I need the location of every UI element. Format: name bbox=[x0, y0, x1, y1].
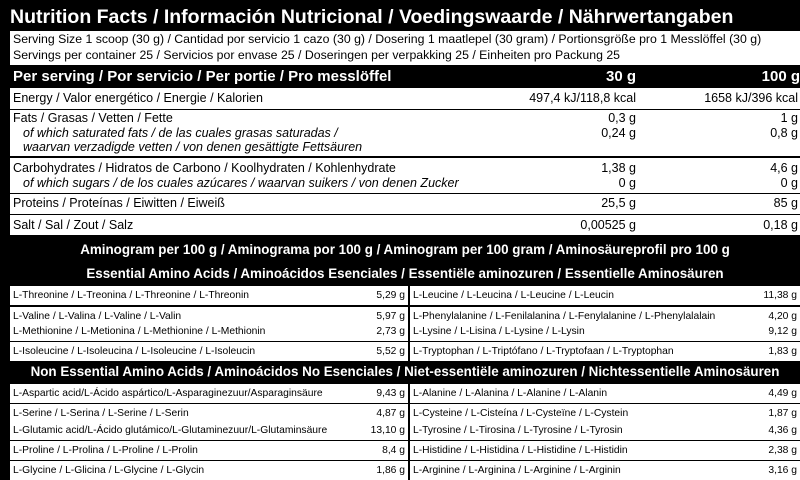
fats-block bbox=[10, 110, 800, 156]
amino-name: L-Leucine / L-Leucina / L-Leucine / L-Leucin bbox=[413, 290, 614, 301]
essential-amino-acids-title: Essential Amino Acids / Aminoácidos Esenciales / Essentiële aminozuren / Essentielle Aminosäuren bbox=[86, 266, 724, 281]
amino-value: 1,87 g bbox=[768, 408, 797, 419]
saturated-fats-value-100g: 0,8 g bbox=[770, 126, 798, 140]
sugars-value-100g: 0 g bbox=[780, 176, 798, 190]
amino-name: L-Histidine / L-Histidina / L-Histidine / L-Histidin bbox=[413, 445, 628, 456]
amino-name: L-Phenylalanine / L-Fenilalanina / L-Fenylalanine / L-Phenylalalain bbox=[413, 311, 716, 322]
amino-value: 9,12 g bbox=[768, 326, 797, 337]
energy-label: Energy / Valor energético / Energie / Kalorien bbox=[13, 91, 263, 105]
proteins-value-100g: 85 g bbox=[773, 196, 798, 210]
amino-name: L-Glycine / L-Glicina / L-Glycine / L-Glycin bbox=[13, 465, 205, 476]
amino-row bbox=[10, 441, 408, 460]
amino-name: L-Threonine / L-Treonina / L-Threonine / L-Threonin bbox=[13, 290, 249, 301]
amino-name: L-Isoleucine / L-Isoleucina / L-Isoleucine / L-Isoleucin bbox=[13, 346, 256, 357]
amino-name: L-Valine / L-Valina / L-Valine / L-Valin bbox=[13, 311, 182, 322]
fats-value-100g: 1 g bbox=[780, 111, 798, 125]
saturated-fats-value-30g: 0,24 g bbox=[601, 126, 636, 140]
sugars-value-30g: 0 g bbox=[618, 176, 636, 190]
serving-info bbox=[10, 31, 800, 65]
amino-row bbox=[10, 342, 408, 361]
energy-value-30g: 497,4 kJ/118,8 kcal bbox=[529, 91, 636, 105]
energy-row bbox=[10, 88, 800, 109]
amino-value: 13,10 g bbox=[370, 425, 405, 436]
amino-value: 9,43 g bbox=[376, 388, 405, 399]
amino-value: 5,29 g bbox=[376, 290, 405, 301]
amino-value: 2,73 g bbox=[376, 326, 405, 337]
amino-name: L-Cysteine / L-Cisteína / L-Cysteïne / L-Cystein bbox=[413, 408, 629, 419]
amino-value: 5,97 g bbox=[376, 311, 405, 322]
saturated-fats-label-line2: waarvan verzadigde vetten / von denen gesättigte Fettsäuren bbox=[23, 140, 363, 154]
amino-name: L-Aspartic acid/L-Ácido aspártico/L-Asparaginezuur/Asparaginsäure bbox=[13, 388, 323, 399]
amino-value: 4,87 g bbox=[376, 408, 405, 419]
carbohydrates-value-100g: 4,6 g bbox=[770, 161, 798, 175]
fats-value-30g: 0,3 g bbox=[608, 111, 636, 125]
amino-row bbox=[410, 441, 800, 460]
servings-per-container-text: Servings per container 25 / Servicios por envase 25 / Doseringen per verpakking 25 / Einheiten pro Packung 25 bbox=[13, 48, 621, 62]
amino-value: 1,86 g bbox=[376, 465, 405, 476]
column-30g-header: 30 g bbox=[605, 68, 636, 85]
amino-row bbox=[410, 461, 800, 480]
amino-row bbox=[410, 322, 800, 341]
amino-value: 2,38 g bbox=[768, 445, 797, 456]
energy-value-100g: 1658 kJ/396 kcal bbox=[704, 91, 798, 105]
amino-row bbox=[10, 286, 408, 305]
amino-row bbox=[10, 421, 408, 440]
amino-row bbox=[410, 286, 800, 305]
amino-row bbox=[410, 342, 800, 361]
per-serving-label: Per serving / Por servicio / Per portie / Pro messlöffel bbox=[13, 68, 392, 85]
salt-value-100g: 0,18 g bbox=[763, 218, 798, 232]
saturated-fats-label-line1: of which saturated fats / de las cuales grasas saturadas / bbox=[23, 126, 338, 140]
amino-row bbox=[410, 421, 800, 440]
amino-value: 1,83 g bbox=[768, 346, 797, 357]
amino-value: 5,52 g bbox=[376, 346, 405, 357]
salt-row bbox=[10, 215, 800, 235]
amino-name: L-Tryptophan / L-Triptófano / L-Tryptofaan / L-Tryptophan bbox=[413, 346, 674, 357]
aminogram-title: Aminogram per 100 g / Aminograma por 100 g / Aminogram per 100 gram / Aminosäureprofil pro 100 g bbox=[80, 242, 730, 257]
amino-value: 4,20 g bbox=[768, 311, 797, 322]
per-serving-header bbox=[10, 66, 800, 87]
amino-name: L-Glutamic acid/L-Ácido glutámico/L-Glutaminezuur/L-Glutaminsäure bbox=[13, 425, 328, 436]
amino-value: 11,38 g bbox=[763, 290, 797, 301]
amino-value: 4,36 g bbox=[768, 425, 797, 436]
amino-value: 4,49 g bbox=[768, 388, 797, 399]
amino-value: 8,4 g bbox=[382, 445, 405, 456]
salt-label: Salt / Sal / Zout / Salz bbox=[13, 218, 134, 232]
non-essential-amino-acids-title: Non Essential Amino Acids / Aminoácidos No Esenciales / Niet-essentiële aminozuren / Nichtessentielle Aminosäuren bbox=[30, 364, 780, 379]
proteins-label: Proteins / Proteínas / Eiwitten / Eiweiß bbox=[13, 196, 225, 210]
amino-name: L-Proline / L-Prolina / L-Proline / L-Prolin bbox=[13, 445, 198, 456]
label-title: Nutrition Facts / Información Nutricional / Voedingswaarde / Nährwertangaben bbox=[10, 6, 734, 28]
amino-name: L-Tyrosine / L-Tirosina / L-Tyrosine / L-Tyrosin bbox=[413, 425, 623, 436]
amino-name: L-Lysine / L-Lisina / L-Lysine / L-Lysin bbox=[413, 326, 585, 337]
fats-label: Fats / Grasas / Vetten / Fette bbox=[13, 111, 173, 125]
amino-name: L-Arginine / L-Arginina / L-Arginine / L-Arginin bbox=[413, 465, 621, 476]
amino-row bbox=[10, 322, 408, 341]
amino-value: 3,16 g bbox=[768, 465, 797, 476]
amino-row bbox=[10, 461, 408, 480]
serving-size-text: Serving Size 1 scoop (30 g) / Cantidad por servicio 1 cazo (30 g) / Dosering 1 maatlepel (30 gram) / Portionsgröße pro 1 Messlöffel (30 g) bbox=[13, 32, 762, 46]
amino-name: L-Alanine / L-Alanina / L-Alanine / L-Alanin bbox=[413, 388, 608, 399]
amino-row bbox=[10, 384, 408, 403]
proteins-row bbox=[10, 194, 800, 214]
salt-value-30g: 0,00525 g bbox=[580, 218, 636, 232]
carbohydrates-block bbox=[10, 158, 800, 193]
column-100g-header: 100 g bbox=[761, 68, 800, 85]
proteins-value-30g: 25,5 g bbox=[601, 196, 636, 210]
carbohydrates-value-30g: 1,38 g bbox=[601, 161, 636, 175]
amino-name: L-Methionine / L-Metionina / L-Methionine / L-Methionin bbox=[13, 326, 266, 337]
amino-row bbox=[410, 384, 800, 403]
sugars-label: of which sugars / de los cuales azúcares / waarvan suikers / von denen Zucker bbox=[23, 176, 459, 190]
carbohydrates-label: Carbohydrates / Hidratos de Carbono / Koolhydraten / Kohlenhydrate bbox=[13, 161, 396, 175]
amino-name: L-Serine / L-Serina / L-Serine / L-Serin bbox=[13, 408, 189, 419]
